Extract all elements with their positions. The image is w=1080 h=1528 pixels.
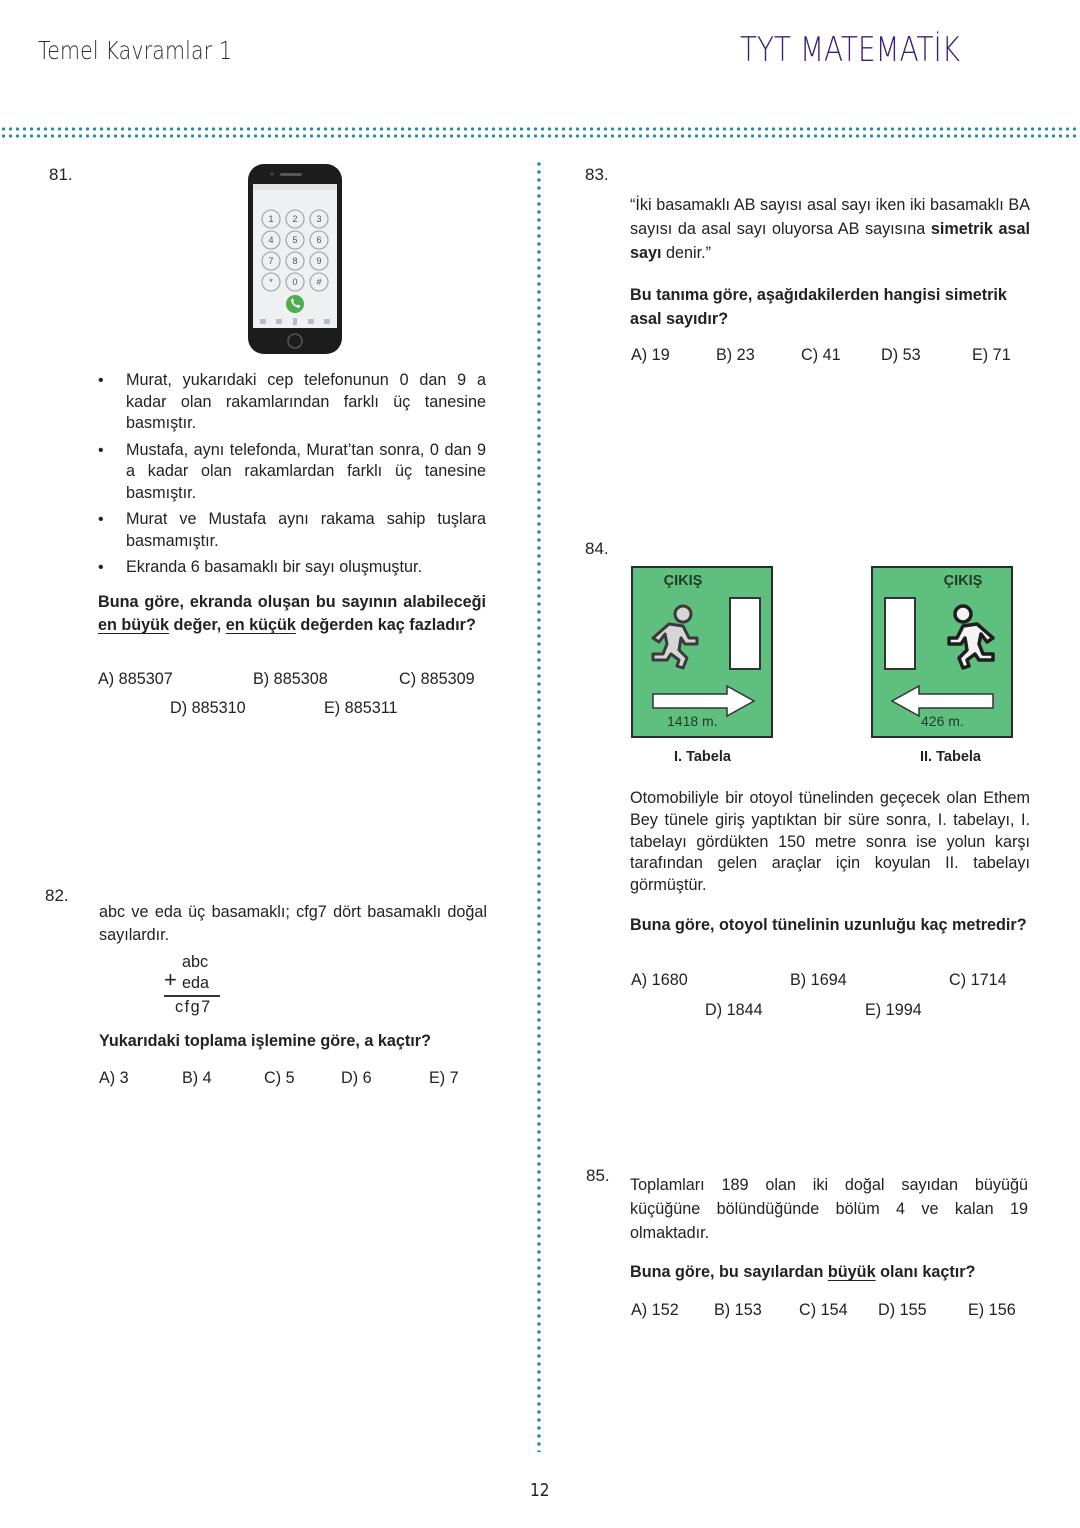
svg-text:#: #	[316, 277, 322, 287]
answer-option-e[interactable]: E) 885311	[324, 699, 398, 717]
question-81-prompt	[98, 591, 486, 637]
question-84-stem: Otomobiliyle bir otoyol tünelinden geçecek olan Ethem Bey tünele giriş yaptıktan bir süre sonra, I. tabelayı, I. tabelayı gördükten 150 metre sonra ise yolun karşı tarafından gelen araçlar için koyulan II. tabelayı görmüştür.	[630, 789, 1030, 895]
answer-option-a[interactable]: A) 19	[631, 346, 670, 364]
question-84-prompt: Buna göre, otoyol tünelinin uzunluğu kaç metredir?	[630, 916, 1027, 934]
chapter-title: Temel Kavramlar 1	[38, 36, 233, 65]
answer-option-e[interactable]: E) 156	[968, 1301, 1016, 1319]
exit-door-icon	[729, 597, 761, 670]
question-85-stem: Toplamları 189 olan iki doğal sayıdan büyüğü küçüğüne bölündüğünde bölüm 4 ve kalan 19 olmaktadır.	[630, 1176, 1028, 1242]
answer-option-b[interactable]: B) 153	[714, 1301, 762, 1319]
svg-text:9: 9	[316, 256, 322, 266]
question-81-number: 81.	[49, 165, 73, 184]
answer-option-b[interactable]: B) 1694	[790, 971, 847, 989]
prompt-text: Buna göre, ekranda oluşan bu sayının alabileceği	[98, 593, 486, 611]
exit-sign-1	[631, 566, 773, 738]
answer-option-d[interactable]: D) 6	[341, 1069, 372, 1087]
question-85-prompt	[630, 1262, 975, 1284]
definition-term: simetrik asal sayı	[630, 220, 1030, 262]
exit-sign-2	[871, 566, 1013, 738]
prompt-text: Buna göre, bu sayılardan	[630, 1263, 828, 1281]
question-82-prompt: Yukarıdaki toplama işlemine göre, a kaçtır?	[99, 1032, 431, 1050]
header-divider-top	[0, 127, 1080, 131]
svg-text:5: 5	[292, 235, 298, 245]
prompt-underline: en küçük	[225, 616, 296, 634]
addend-top: abc	[182, 953, 209, 971]
answer-option-e[interactable]: E) 7	[429, 1069, 459, 1087]
answer-option-e[interactable]: E) 1994	[865, 1001, 922, 1019]
prompt-underline: en büyük	[98, 616, 170, 634]
answer-option-b[interactable]: B) 23	[716, 346, 755, 364]
question-85-number: 85.	[586, 1166, 610, 1185]
svg-text:3: 3	[316, 214, 322, 224]
answer-option-e[interactable]: E) 71	[972, 346, 1011, 364]
answer-option-c[interactable]: C) 885309	[399, 670, 475, 688]
condition-item: • Mustafa, aynı telefonda, Murat’tan sonra, 0 dan 9 a kadar olan rakamlardan farklı üç tanesine basmıştır.	[96, 440, 486, 505]
svg-text:7: 7	[268, 256, 274, 266]
svg-text:4: 4	[268, 235, 274, 245]
sum-result: cfg7	[175, 998, 212, 1016]
answer-option-c[interactable]: C) 5	[264, 1069, 295, 1087]
question-83-prompt: Bu tanıma göre, aşağıdakilerden hangisi simetrik asal sayıdır?	[630, 286, 1007, 328]
sign-title: ÇIKIŞ	[943, 573, 983, 589]
question-83-number: 83.	[585, 165, 609, 184]
running-person-icon	[943, 602, 1003, 674]
answer-option-c[interactable]: C) 154	[799, 1301, 848, 1319]
condition-item: • Ekranda 6 basamaklı bir sayı oluşmuştur.	[96, 557, 486, 579]
sign-2-caption: II. Tabela	[920, 749, 981, 765]
condition-item: • Murat ve Mustafa aynı rakama sahip tuşlara basmamıştır.	[96, 509, 486, 552]
answer-option-b[interactable]: B) 4	[182, 1069, 212, 1087]
definition-text: denir.”	[661, 244, 712, 262]
svg-text:8: 8	[292, 256, 298, 266]
svg-text:*: *	[269, 277, 273, 287]
definition-text: “İki basamaklı AB sayısı asal sayı iken iki basamaklı BA sayısı da asal sayı oluyorsa AB sayısına	[630, 196, 1030, 238]
answer-option-c[interactable]: C) 1714	[949, 971, 1007, 989]
addend-second: eda	[182, 974, 210, 992]
sign-distance: 1418 m.	[667, 713, 718, 729]
prompt-underline: büyük	[827, 1263, 876, 1281]
answer-option-d[interactable]: D) 885310	[170, 699, 246, 717]
page-number: 12	[530, 1480, 550, 1501]
svg-text:1: 1	[268, 214, 274, 224]
answer-option-a[interactable]: A) 152	[631, 1301, 679, 1319]
question-82-number: 82.	[45, 886, 69, 905]
subject-title: TYT MATEMATİK	[740, 30, 961, 70]
plus-sign: +	[164, 967, 177, 992]
running-person-icon	[643, 602, 703, 674]
phone-keypad-icon	[247, 163, 343, 355]
answer-option-a[interactable]: A) 885307	[98, 670, 173, 688]
column-divider	[537, 160, 541, 1452]
answer-option-c[interactable]: C) 41	[801, 346, 841, 364]
sign-title: ÇIKIŞ	[663, 573, 703, 589]
question-82-stem: abc ve eda üç basamaklı; cfg7 dört basamaklı doğal sayılardır.	[99, 903, 487, 944]
svg-text:0: 0	[292, 277, 298, 287]
sign-distance: 426 m.	[921, 713, 964, 729]
prompt-text: değerden kaç fazladır?	[295, 616, 476, 634]
sign-1-caption: I. Tabela	[674, 749, 731, 765]
answer-option-d[interactable]: D) 155	[878, 1301, 927, 1319]
svg-text:6: 6	[316, 235, 322, 245]
answer-option-d[interactable]: D) 53	[881, 346, 921, 364]
prompt-text: olanı kaçtır?	[875, 1263, 976, 1281]
question-83-definition	[630, 193, 1030, 265]
condition-item: • Murat, yukarıdaki cep telefonunun 0 dan 9 a kadar olan rakamlarından farklı üç tanesine basmıştır.	[96, 370, 486, 435]
question-84-number: 84.	[585, 539, 609, 558]
svg-text:2: 2	[292, 214, 298, 224]
addition-operation	[164, 952, 224, 1022]
exit-door-icon	[884, 597, 916, 670]
answer-option-a[interactable]: A) 1680	[631, 971, 688, 989]
prompt-text: değer,	[169, 616, 226, 634]
answer-option-d[interactable]: D) 1844	[705, 1001, 763, 1019]
answer-option-b[interactable]: B) 885308	[253, 670, 328, 688]
question-81-conditions	[96, 370, 486, 584]
header-divider-bottom	[0, 134, 1080, 138]
answer-option-a[interactable]: A) 3	[99, 1069, 129, 1087]
